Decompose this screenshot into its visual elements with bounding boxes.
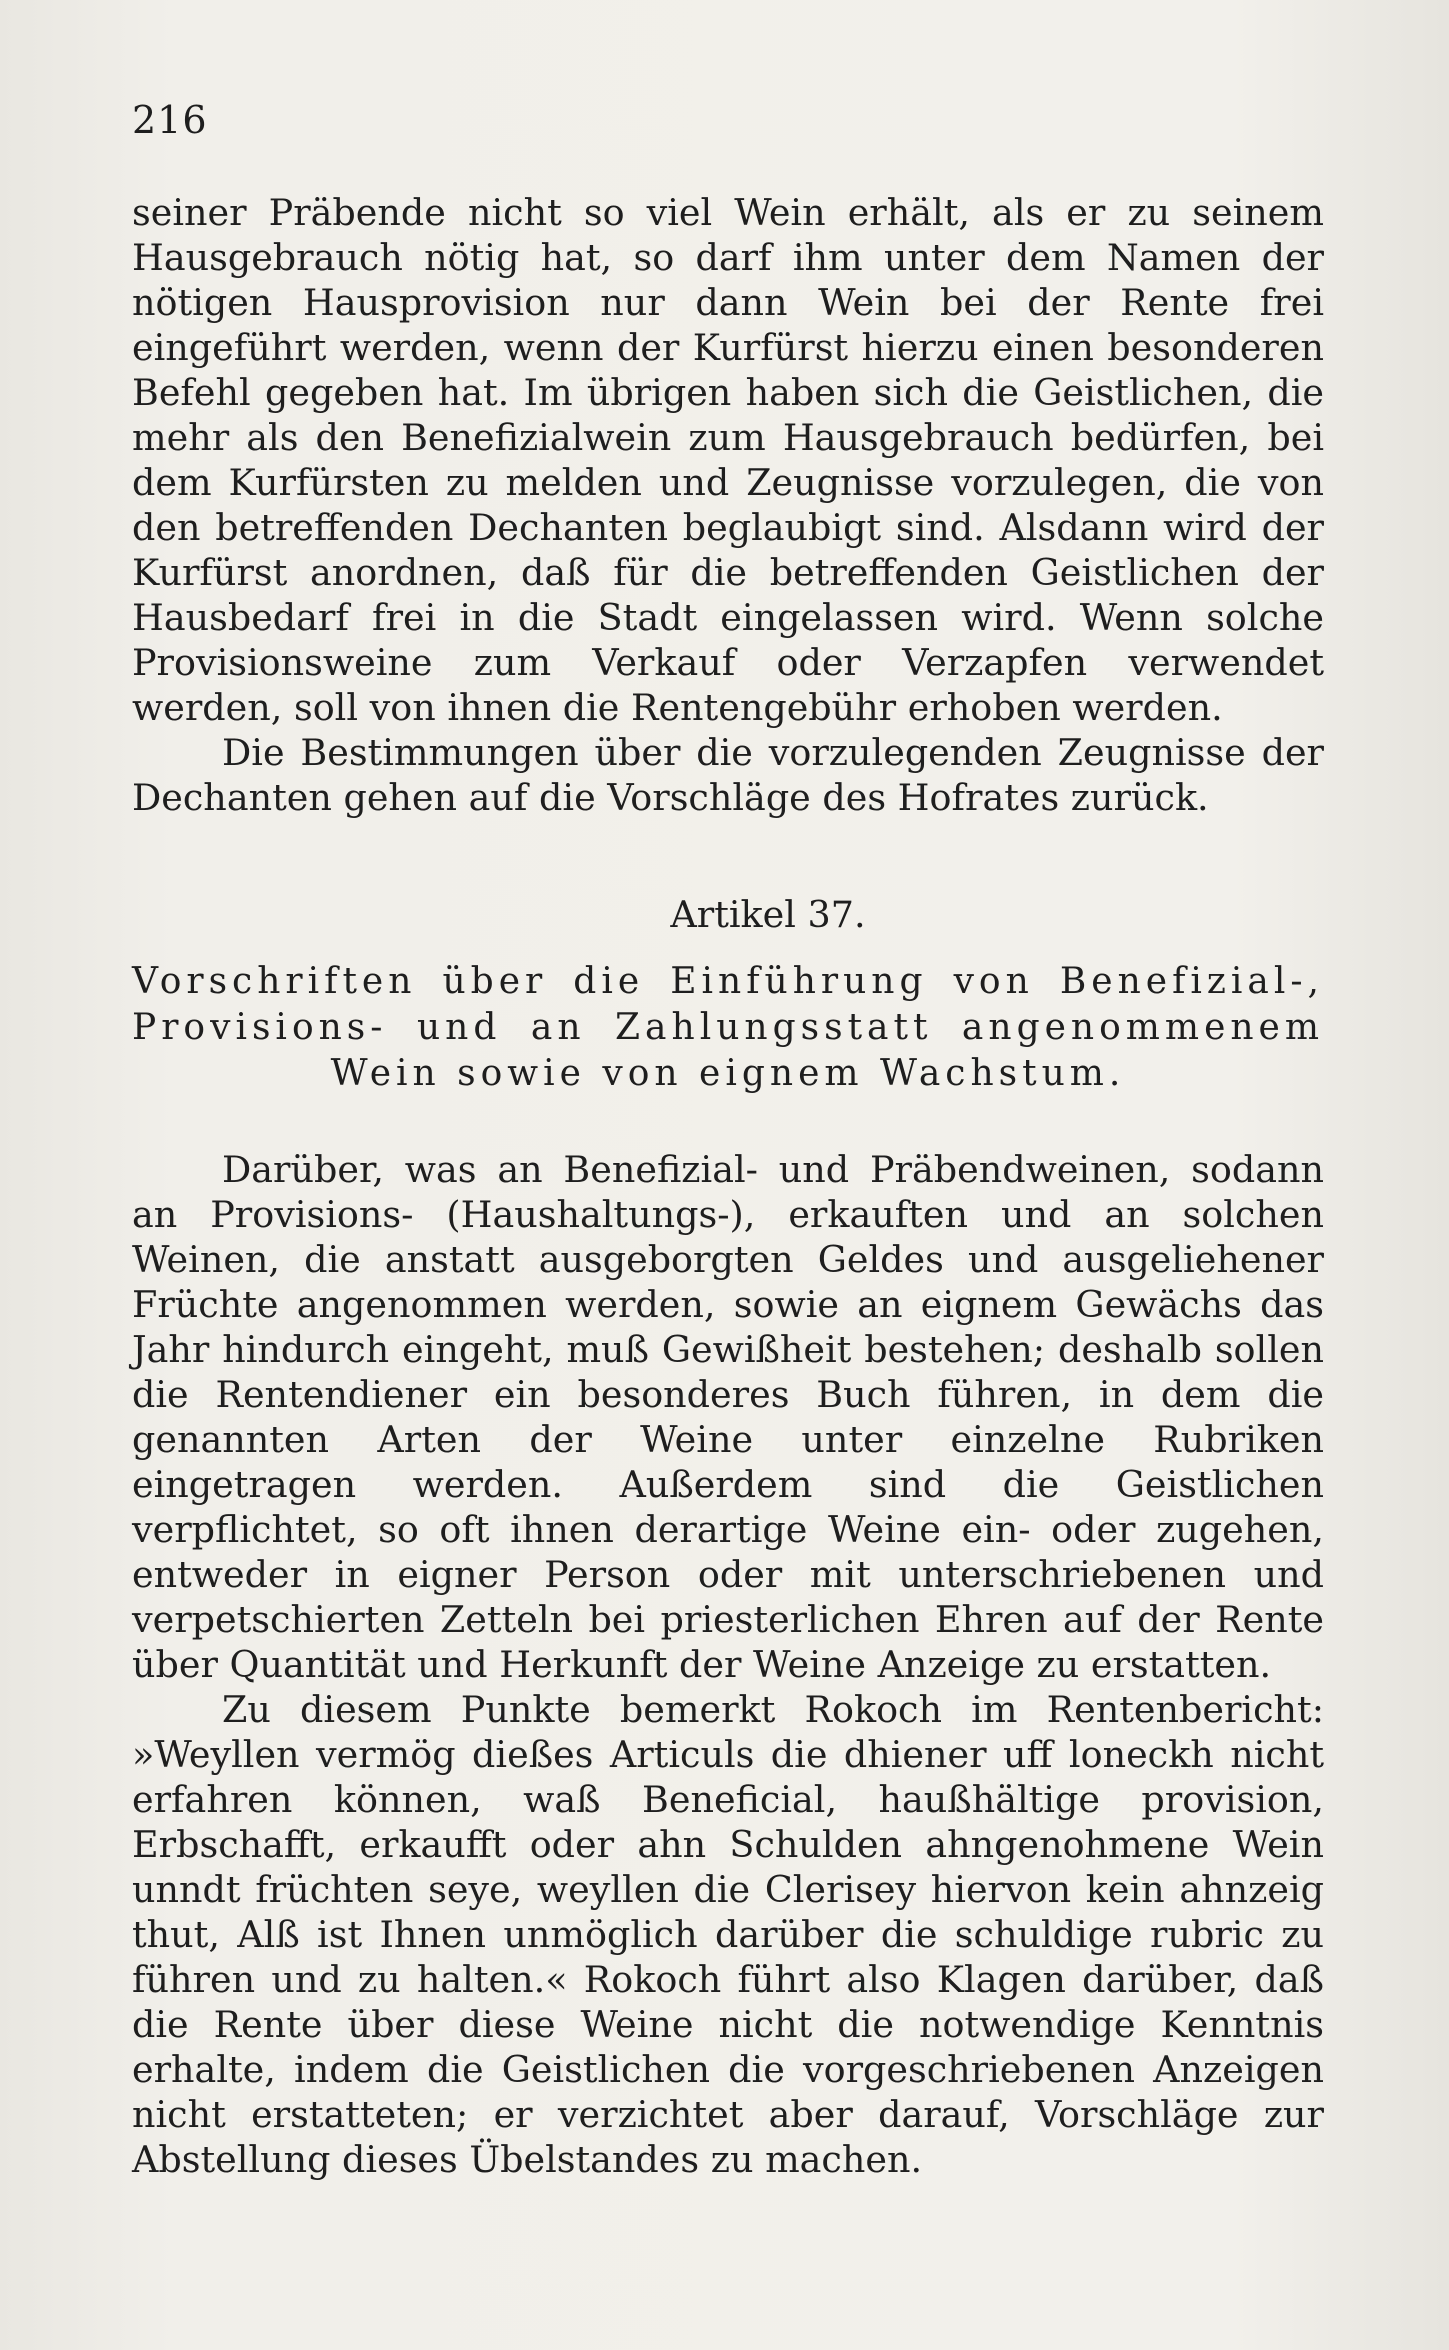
page-body: [132, 190, 1324, 2182]
article-heading: Artikel 37.: [670, 893, 866, 936]
article-title-line-2: Provisions- und an Zahlungsstatt angenommenem: [132, 1007, 1324, 1048]
paragraph-rokoch: Zu diesem Punkte bemerkt Rokoch im Rentenbericht: »Weyllen vermög dießes Articuls die dhiener uff loneckh nicht erfahren können, waß Beneficial, haußhältige provision, Erbschafft, erkaufft oder ahn Schulden ahngenohmene Wein unndt früchten seye, weyllen die Clerisey hiervon kein ahnzeig thut, Alß ist Ihnen unmöglich darüber die schuldige rubric zu führen und zu halten.« Rokoch führt also Klagen darüber, daß die Rente über diese Weine nicht die notwendige Kenntnis erhalte, indem die Geistlichen die vorgeschriebenen Anzeigen nicht erstatteten; er verzichtet aber darauf, Vorschläge zur Abstellung dieses Übelstandes zu machen.: [132, 1688, 1324, 2181]
paragraph-regulations: Darüber, was an Benefizial- und Präbendweinen, sodann an Provisions- (Haushaltungs-), erkauften und an solchen Weinen, die anstatt ausgeborgten Geldes und ausgeliehener Früchte angenommen werden, sowie an eignem Gewächs das Jahr hindurch eingeht, muß Gewißheit bestehen; deshalb sollen die Rentendiener ein besonderes Buch führen, in dem die genannten Arten der Weine unter einzelne Rubriken eingetragen werden. Außerdem sind die Geistlichen verpflichtet, so oft ihnen derartige Weine ein- oder zugehen, entweder in eigner Person oder mit unterschriebenen und verpetschierten Zetteln bei priesterlichen Ehren auf der Rente über Quantität und Herkunft der Weine Anzeige zu erstatten.: [132, 1148, 1324, 1686]
page-number: 216: [132, 98, 208, 142]
article-title: [132, 959, 1324, 1097]
article-title-line-1: Vorschriften über die Einführung von Benefizial-,: [132, 961, 1324, 1002]
paragraph-continuation: seiner Präbende nicht so viel Wein erhält, als er zu seinem Hausgebrauch nötig hat, so darf ihm unter dem Namen der nötigen Hausprovision nur dann Wein bei der Rente frei eingeführt werden, wenn der Kurfürst hierzu einen besonderen Befehl gegeben hat. Im übrigen haben sich die Geistlichen, die mehr als den Benefizialwein zum Hausgebrauch bedürfen, bei dem Kurfürsten zu melden und Zeugnisse vorzulegen, die von den betreffenden Dechanten beglaubigt sind. Alsdann wird der Kurfürst anordnen, daß für die betreffenden Geistlichen der Hausbedarf frei in die Stadt eingelassen wird. Wenn solche Provisionsweine zum Verkauf oder Verzapfen verwendet werden, soll von ihnen die Rentengebühr erhoben werden.: [132, 191, 1324, 729]
article-title-line-3: Wein sowie von eignem Wachstum.: [330, 1053, 1126, 1094]
paragraph-dechanten: Die Bestimmungen über die vorzulegenden Zeugnisse der Dechanten gehen auf die Vorschläge des Hofrates zurück.: [132, 731, 1324, 819]
